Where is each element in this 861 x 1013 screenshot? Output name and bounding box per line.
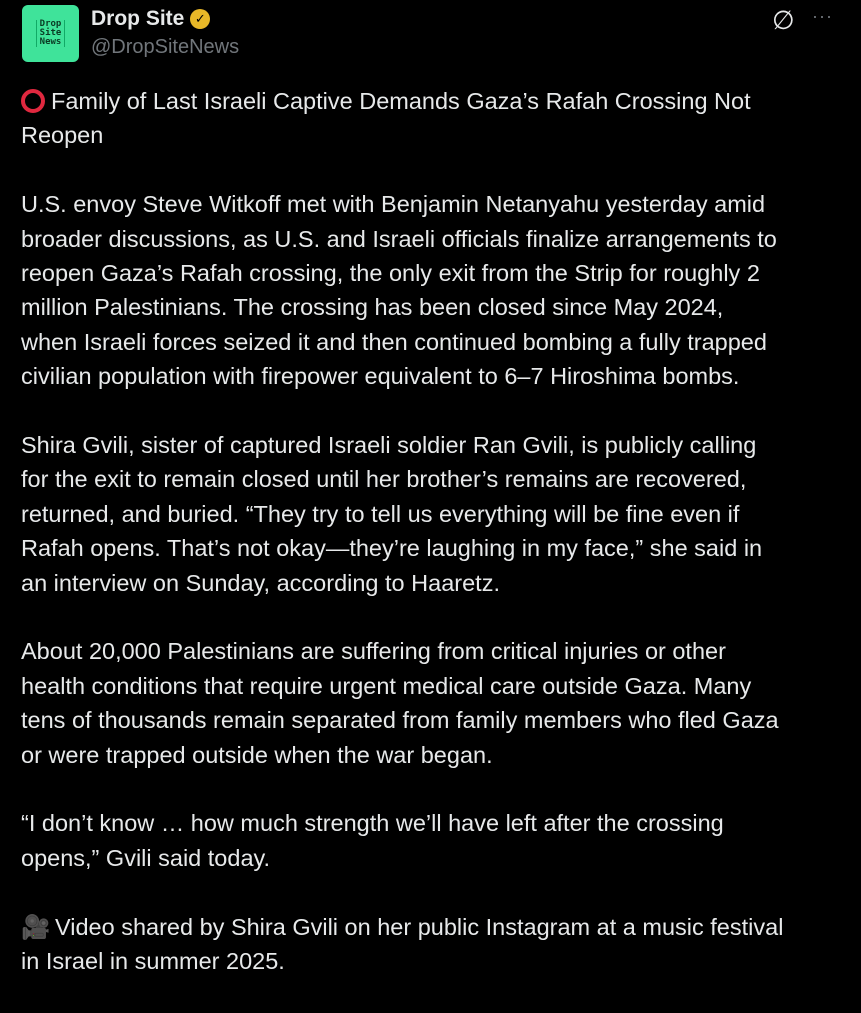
paragraph-2 — [21, 428, 783, 600]
user-handle[interactable]: @DropSiteNews — [91, 36, 240, 58]
video-camera-icon: 🎥 — [21, 913, 51, 940]
text-line: Rafah opens. That’s not okay—they’re laughing in my face,” she said in — [21, 535, 763, 562]
paragraph-3 — [21, 634, 783, 772]
text-line: U.S. envoy Steve Witkoff met with Benjamin Netanyahu yesterday amid — [21, 191, 766, 218]
text-line: an interview on Sunday, according to Haaretz. — [21, 569, 500, 596]
video-caption-text: Video shared by Shira Gvili on her public Instagram at a music festival — [55, 913, 784, 940]
text-line: when Israeli forces seized it and then continued bombing a fully trapped — [21, 328, 767, 355]
text-line: tens of thousands remain separated from family members who fled Gaza — [21, 707, 779, 734]
logo-text: Drop — [39, 19, 62, 29]
text-line: reopen Gaza’s Rafah crossing, the only exit from the Strip for roughly 2 — [21, 260, 760, 287]
text-line: health conditions that require urgent medical care outside Gaza. Many — [21, 672, 752, 699]
text-line: Reopen — [21, 122, 104, 149]
avatar[interactable] — [22, 5, 79, 62]
paragraph-1 — [21, 187, 783, 393]
text-line: in Israel in summer 2025. — [21, 948, 285, 975]
text-line: broader discussions, as U.S. and Israeli officials finalize arrangements to — [21, 225, 777, 252]
text-line: million Palestinians. The crossing has been closed since May 2024, — [21, 294, 724, 321]
text-line: for the exit to remain closed until her brother’s remains are recovered, — [21, 466, 747, 493]
logo-text: Site — [39, 28, 62, 38]
text-line — [21, 910, 783, 944]
red-circle-icon — [21, 89, 45, 113]
text-line — [21, 84, 783, 118]
text-line: About 20,000 Palestinians are suffering from critical injuries or other — [21, 638, 726, 665]
post-text — [21, 84, 783, 1013]
more-options-icon[interactable]: ··· — [812, 6, 833, 26]
text-line: “I don’t know … how much strength we’ll have left after the crossing — [21, 810, 724, 837]
title-text: Family of Last Israeli Captive Demands Gaza’s Rafah Crossing Not — [51, 88, 751, 114]
paragraph-4 — [21, 806, 783, 875]
text-line: returned, and buried. “They try to tell us everything will be fine even if — [21, 500, 740, 527]
display-name[interactable] — [91, 7, 210, 31]
text-line: or were trapped outside when the war began. — [21, 741, 493, 768]
text-line: opens,” Gvili said today. — [21, 844, 271, 871]
paragraph-5 — [21, 910, 783, 979]
grok-icon[interactable]: ∅ — [772, 5, 795, 35]
post-title — [21, 84, 783, 153]
display-name-text: Drop Site — [91, 7, 185, 30]
logo-text: News — [39, 37, 62, 47]
avatar-logo — [36, 20, 66, 47]
text-line: Shira Gvili, sister of captured Israeli soldier Ran Gvili, is publicly calling — [21, 432, 757, 459]
verified-badge-icon: ✓ — [190, 9, 210, 29]
text-line: civilian population with firepower equivalent to 6–7 Hiroshima bombs. — [21, 363, 740, 390]
